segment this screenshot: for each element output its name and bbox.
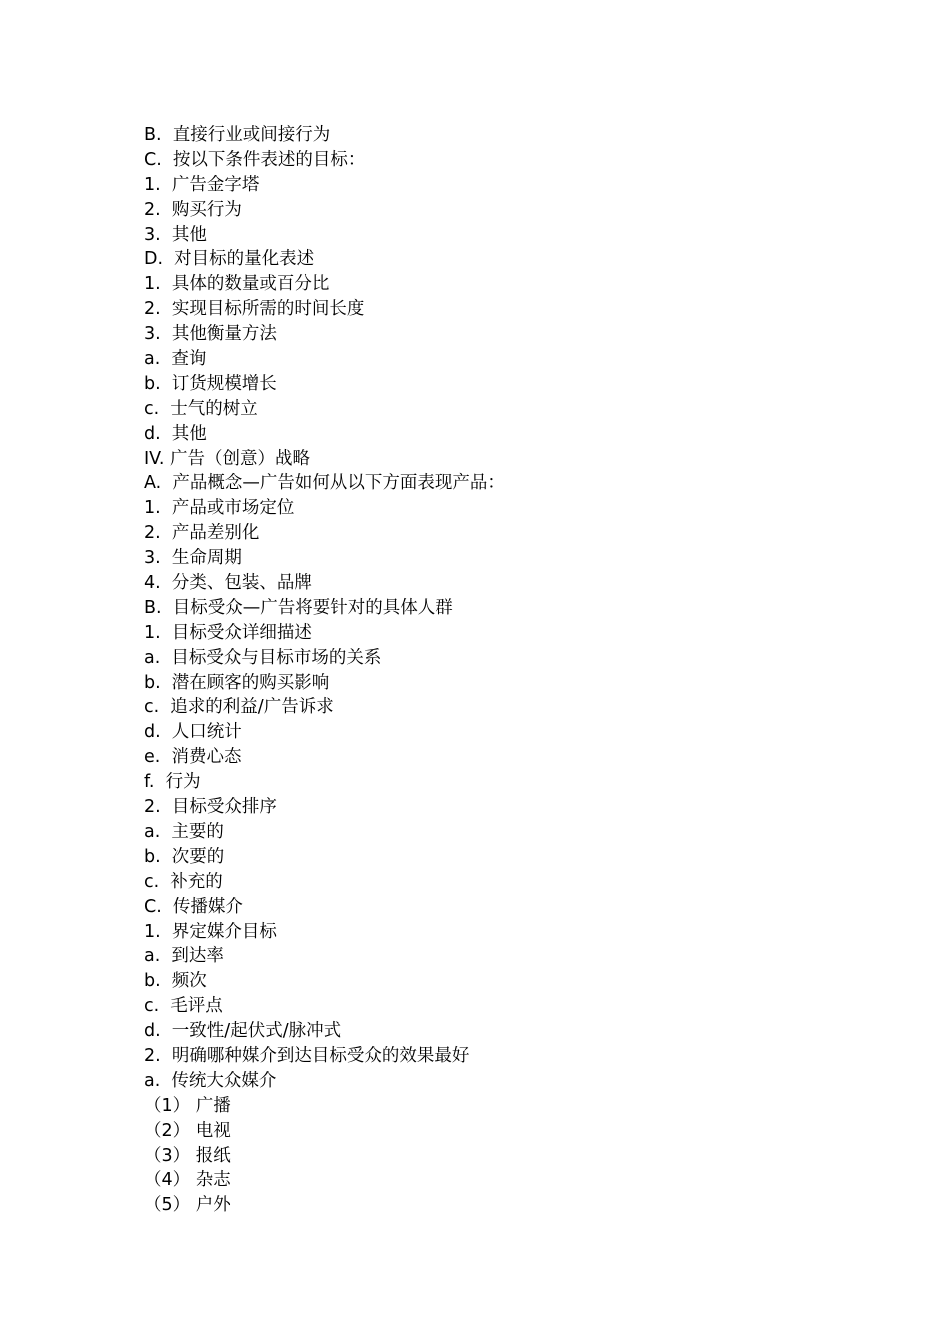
outline-line: a. 传统大众媒介 xyxy=(144,1070,277,1091)
outline-line: A. 产品概念—广告如何从以下方面表现产品： xyxy=(144,473,505,494)
outline-line: b. 订货规模增长 xyxy=(144,373,277,394)
outline-line: B. 直接行业或间接行为 xyxy=(144,125,331,145)
outline-line: a. 主要的 xyxy=(144,821,224,842)
outline-line: 2. 产品差别化 xyxy=(144,523,260,544)
outline-line: 1. 目标受众详细描述 xyxy=(144,622,312,643)
outline-line: D. 对目标的量化表述 xyxy=(144,249,315,270)
outline-line: a. 目标受众与目标市场的关系 xyxy=(144,647,382,668)
outline-line: d. 一致性/起伏式/脉冲式 xyxy=(144,1021,342,1042)
outline-line: （2） 电视 xyxy=(144,1120,231,1141)
outline-line: 2. 实现目标所需的时间长度 xyxy=(144,299,365,320)
outline-line: （5） 户外 xyxy=(144,1195,231,1216)
outline-line: b. 潜在顾客的购买影响 xyxy=(144,672,330,693)
outline-line: 4. 分类、包装、品牌 xyxy=(144,573,312,594)
outline-line: IV. 广告（创意）战略 xyxy=(144,448,311,469)
outline-line: c. 士气的树立 xyxy=(144,398,258,419)
outline-line: e. 消费心态 xyxy=(144,747,242,768)
outline-line: （1） 广播 xyxy=(144,1095,231,1116)
outline-line: c. 补充的 xyxy=(144,871,223,892)
outline-line: 1. 具体的数量或百分比 xyxy=(144,274,330,295)
outline-list xyxy=(144,123,904,1218)
outline-line: d. 人口统计 xyxy=(144,722,242,743)
outline-line: 1. 产品或市场定位 xyxy=(144,498,295,519)
outline-line: 2. 购买行为 xyxy=(144,199,242,220)
outline-line: d. 其他 xyxy=(144,423,207,444)
outline-line: 3. 其他 xyxy=(144,224,207,245)
outline-line: 2. 目标受众排序 xyxy=(144,797,277,818)
outline-line: C. 传播媒介 xyxy=(144,896,243,917)
outline-line: f. 行为 xyxy=(144,772,201,793)
outline-line: B. 目标受众—广告将要针对的具体人群 xyxy=(144,597,453,618)
outline-line: 3. 生命周期 xyxy=(144,548,242,569)
outline-line: b. 次要的 xyxy=(144,846,225,867)
outline-line: a. 查询 xyxy=(144,349,207,370)
outline-line: （3） 报纸 xyxy=(144,1145,231,1166)
outline-line: c. 追求的利益/广告诉求 xyxy=(144,697,334,718)
outline-line: c. 毛评点 xyxy=(144,996,223,1017)
outline-line: C. 按以下条件表述的目标： xyxy=(144,149,366,170)
outline-line: 1. 界定媒介目标 xyxy=(144,921,277,942)
outline-line: b. 频次 xyxy=(144,971,207,992)
outline-line: 3. 其他衡量方法 xyxy=(144,324,277,345)
outline-line: （4） 杂志 xyxy=(144,1170,231,1191)
outline-line: 2. 明确哪种媒介到达目标受众的效果最好 xyxy=(144,1045,470,1066)
outline-line: a. 到达率 xyxy=(144,946,224,967)
outline-line: 1. 广告金字塔 xyxy=(144,174,260,195)
